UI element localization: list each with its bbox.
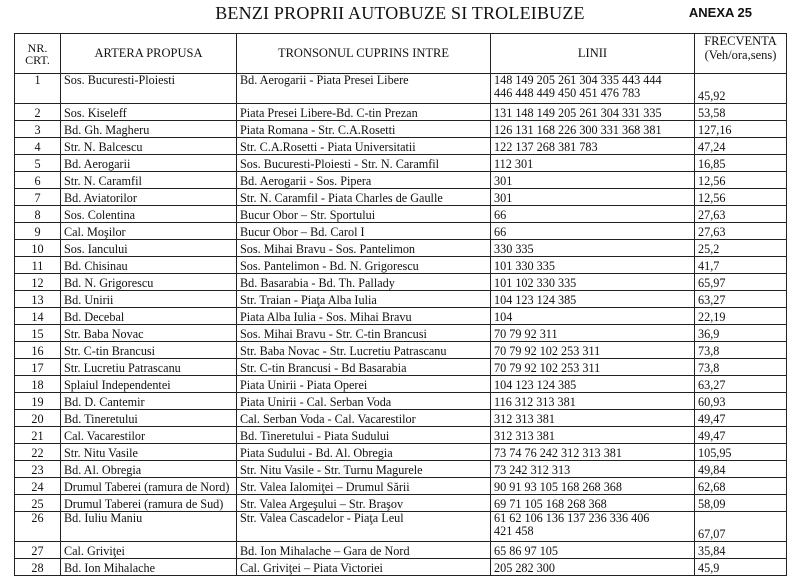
row-nr: 3 [15,121,61,138]
row-artera: Bd. Ion Mihalache [61,559,237,576]
table-row [15,138,787,155]
row-linii-line1: 312 313 381 [494,429,555,443]
header-nr: NR. [27,40,48,55]
row-tronson: Bucur Obor – Bd. Carol I [237,223,491,240]
row-linii-line1: 101 102 330 335 [494,276,577,290]
row-frecventa: 27,63 [695,206,787,223]
row-frecventa: 36,9 [695,325,787,342]
row-linii [491,274,695,291]
table-row [15,206,787,223]
row-tronson: Str. Baba Novac - Str. Lucretiu Patrascanu [237,342,491,359]
row-nr: 23 [15,461,61,478]
row-artera: Bd. N. Grigorescu [61,274,237,291]
row-linii [491,427,695,444]
row-frecventa: 27,63 [695,223,787,240]
row-linii-line1: 148 149 205 261 304 335 443 444 [494,73,662,87]
row-linii [491,257,695,274]
row-nr: 15 [15,325,61,342]
table-row [15,104,787,121]
row-tronson: Cal. Serban Voda - Cal. Vacarestilor [237,410,491,427]
row-linii-line1: 65 86 97 105 [494,544,558,558]
row-nr: 16 [15,342,61,359]
row-tronson: Piata Sudului - Bd. Al. Obregia [237,444,491,461]
row-frecventa: 49,84 [695,461,787,478]
row-tronson: Piata Presei Libere-Bd. C-tin Prezan [237,104,491,121]
row-tronson: Str. Valea Argeşului – Str. Braşov [237,495,491,512]
row-nr: 24 [15,478,61,495]
table-row [15,393,787,410]
row-linii-line1: 70 79 92 311 [494,327,558,341]
table-row [15,291,787,308]
row-frecventa: 45,92 [695,74,787,104]
table-row [15,427,787,444]
row-nr: 20 [15,410,61,427]
row-frecventa: 41,7 [695,257,787,274]
row-tronson: Sos. Pantelimon - Bd. N. Grigorescu [237,257,491,274]
row-artera: Sos. Colentina [61,206,237,223]
document-title: BENZI PROPRII AUTOBUZE SI TROLEIBUZE [215,3,585,23]
row-linii-line1: 104 123 124 385 [494,378,577,392]
row-linii [491,104,695,121]
row-linii-line1: 70 79 92 102 253 311 [494,344,601,358]
row-nr: 9 [15,223,61,240]
row-frecventa: 49,47 [695,410,787,427]
row-artera: Bd. Aviatorilor [61,189,237,206]
row-artera: Sos. Iancului [61,240,237,257]
row-nr: 27 [15,542,61,559]
row-artera: Bd. Chisinau [61,257,237,274]
row-artera: Str. Lucretiu Patrascanu [61,359,237,376]
row-linii [491,559,695,576]
row-linii-line1: 73 74 76 242 312 313 381 [494,446,622,460]
row-frecventa: 65,97 [695,274,787,291]
row-artera: Bd. Unirii [61,291,237,308]
row-frecventa: 73,8 [695,359,787,376]
row-frecventa: 35,84 [695,542,787,559]
row-linii [491,308,695,325]
row-tronson: Str. N. Caramfil - Piata Charles de Gaulle [237,189,491,206]
row-tronson: Bd. Aerogarii - Piata Presei Libere [237,74,491,104]
row-nr: 5 [15,155,61,172]
row-tronson: Bd. Tineretului - Piata Sudului [237,427,491,444]
row-tronson: Bd. Aerogarii - Sos. Pipera [237,172,491,189]
row-linii-line1: 301 [494,174,513,188]
header-linii: LINII [491,34,695,74]
row-tronson: Str. C-tin Brancusi - Bd Basarabia [237,359,491,376]
row-linii-line1: 301 [494,191,513,205]
table-body [15,74,787,576]
row-linii [491,478,695,495]
table-row [15,223,787,240]
row-tronson: Bd. Basarabia - Bd. Th. Pallady [237,274,491,291]
table-row [15,376,787,393]
row-tronson: Str. Traian - Piaţa Alba Iulia [237,291,491,308]
table-row [15,155,787,172]
row-nr: 21 [15,427,61,444]
row-artera: Splaiul Independentei [61,376,237,393]
row-linii-line1: 101 330 335 [494,259,555,273]
row-linii-line1: 73 242 312 313 [494,463,571,477]
table-row [15,308,787,325]
row-frecventa: 49,47 [695,427,787,444]
row-linii-line2: 446 448 449 450 451 476 783 [494,86,641,100]
row-artera: Cal. Moşilor [61,223,237,240]
row-linii-line1: 116 312 313 381 [494,395,576,409]
row-nr: 28 [15,559,61,576]
row-tronson: Sos. Mihai Bravu - Str. C-tin Brancusi [237,325,491,342]
row-linii [491,223,695,240]
table-row [15,172,787,189]
row-frecventa: 127,16 [695,121,787,138]
row-linii [491,325,695,342]
row-linii-line1: 131 148 149 205 261 304 331 335 [494,106,662,120]
row-artera: Drumul Taberei (ramura de Nord) [61,478,237,495]
row-frecventa: 73,8 [695,342,787,359]
row-linii-line1: 122 137 268 381 783 [494,140,598,154]
row-artera: Str. Nitu Vasile [61,444,237,461]
row-nr: 22 [15,444,61,461]
table-row [15,512,787,542]
row-frecventa: 63,27 [695,291,787,308]
row-linii-line1: 69 71 105 168 268 368 [494,497,607,511]
row-linii-line1: 126 131 168 226 300 331 368 381 [494,123,662,137]
row-artera: Str. C-tin Brancusi [61,342,237,359]
row-artera: Str. Baba Novac [61,325,237,342]
row-nr: 2 [15,104,61,121]
row-artera: Bd. Aerogarii [61,155,237,172]
row-linii [491,342,695,359]
row-artera: Str. N. Balcescu [61,138,237,155]
row-linii-line1: 66 [494,225,507,239]
row-linii-line1: 205 282 300 [494,561,555,575]
row-frecventa: 12,56 [695,172,787,189]
table-row [15,444,787,461]
row-tronson: Piata Alba Iulia - Sos. Mihai Bravu [237,308,491,325]
table-row [15,542,787,559]
row-frecventa: 12,56 [695,189,787,206]
row-artera: Cal. Griviţei [61,542,237,559]
row-artera: Bd. D. Cantemir [61,393,237,410]
row-artera: Bd. Al. Obregia [61,461,237,478]
header-crt: CRT. [25,52,50,67]
row-frecventa: 25,2 [695,240,787,257]
row-nr: 19 [15,393,61,410]
row-nr: 8 [15,206,61,223]
row-linii [491,138,695,155]
row-linii [491,74,695,104]
row-frecventa: 16,85 [695,155,787,172]
row-nr: 25 [15,495,61,512]
row-linii-line1: 104 123 124 385 [494,293,577,307]
row-linii [491,512,695,542]
row-linii-line1: 104 [494,310,513,324]
row-linii [491,542,695,559]
row-nr: 13 [15,291,61,308]
row-tronson: Piata Unirii - Cal. Serban Voda [237,393,491,410]
row-tronson: Sos. Bucuresti-Ploiesti - Str. N. Caramfil [237,155,491,172]
row-artera: Cal. Vacarestilor [61,427,237,444]
row-linii [491,291,695,308]
row-linii [491,376,695,393]
row-tronson: Cal. Griviţei – Piata Victoriei [237,559,491,576]
row-tronson: Str. Nitu Vasile - Str. Turnu Magurele [237,461,491,478]
row-nr: 26 [15,512,61,542]
row-nr: 14 [15,308,61,325]
row-frecventa: 105,95 [695,444,787,461]
row-tronson: Bucur Obor – Str. Sportului [237,206,491,223]
row-linii [491,495,695,512]
row-linii [491,461,695,478]
row-frecventa: 63,27 [695,376,787,393]
row-linii-line1: 90 91 93 105 168 268 368 [494,480,622,494]
row-frecventa: 60,93 [695,393,787,410]
row-tronson: Str. C.A.Rosetti - Piata Universitatii [237,138,491,155]
row-artera: Sos. Kiseleff [61,104,237,121]
annex-label: ANEXA 25 [688,5,752,20]
table-row [15,342,787,359]
row-linii-line1: 66 [494,208,507,222]
table-row [15,240,787,257]
row-tronson: Piata Romana - Str. C.A.Rosetti [237,121,491,138]
table-row [15,257,787,274]
row-tronson: Bd. Ion Mihalache – Gara de Nord [237,542,491,559]
row-linii [491,121,695,138]
row-frecventa: 22,19 [695,308,787,325]
row-nr: 17 [15,359,61,376]
row-linii [491,410,695,427]
row-linii-line1: 330 335 [494,242,534,256]
row-frecventa: 58,09 [695,495,787,512]
row-nr: 7 [15,189,61,206]
header-frecventa [695,34,787,74]
row-artera: Sos. Bucuresti-Ploiesti [61,74,237,104]
row-artera: Bd. Gh. Magheru [61,121,237,138]
row-nr: 4 [15,138,61,155]
header-nr-crt [15,34,61,74]
row-artera: Str. N. Caramfil [61,172,237,189]
table-row [15,359,787,376]
bus-lanes-table [14,33,787,576]
row-nr: 11 [15,257,61,274]
row-linii [491,189,695,206]
header-artera: ARTERA PROPUSA [61,34,237,74]
row-artera: Bd. Iuliu Maniu [61,512,237,542]
row-linii-line1: 61 62 106 136 137 236 336 406 [494,511,650,525]
row-frecventa: 62,68 [695,478,787,495]
row-artera: Bd. Decebal [61,308,237,325]
row-linii-line1: 312 313 381 [494,412,555,426]
row-frecventa: 45,9 [695,559,787,576]
table-header-row [15,34,787,74]
header-frecventa-unit: (Veh/ora,sens) [704,48,777,62]
row-linii [491,240,695,257]
table-row [15,461,787,478]
header-tronson: TRONSONUL CUPRINS INTRE [237,34,491,74]
row-tronson: Piata Unirii - Piata Operei [237,376,491,393]
row-linii [491,393,695,410]
header-frecventa-label: FRECVENTA [704,34,777,48]
table-row [15,189,787,206]
table-row [15,495,787,512]
row-linii [491,359,695,376]
row-linii-line2: 421 458 [494,524,534,538]
table-row [15,274,787,291]
row-frecventa: 53,58 [695,104,787,121]
row-frecventa: 67,07 [695,512,787,542]
row-tronson: Sos. Mihai Bravu - Sos. Pantelimon [237,240,491,257]
row-linii-line1: 70 79 92 102 253 311 [494,361,601,375]
row-artera: Bd. Tineretului [61,410,237,427]
row-nr: 18 [15,376,61,393]
row-linii [491,206,695,223]
row-linii [491,172,695,189]
row-nr: 10 [15,240,61,257]
row-nr: 1 [15,74,61,104]
row-linii [491,444,695,461]
table-row [15,121,787,138]
row-nr: 12 [15,274,61,291]
row-nr: 6 [15,172,61,189]
row-artera: Drumul Taberei (ramura de Sud) [61,495,237,512]
table-row [15,559,787,576]
row-frecventa: 47,24 [695,138,787,155]
table-row [15,478,787,495]
row-tronson: Str. Valea Ialomiţei – Drumul Sării [237,478,491,495]
table-row [15,410,787,427]
table-row [15,74,787,104]
row-linii-line1: 112 301 [494,157,534,171]
row-tronson: Str. Valea Cascadelor - Piaţa Leul [237,512,491,542]
row-linii [491,155,695,172]
table-row [15,325,787,342]
